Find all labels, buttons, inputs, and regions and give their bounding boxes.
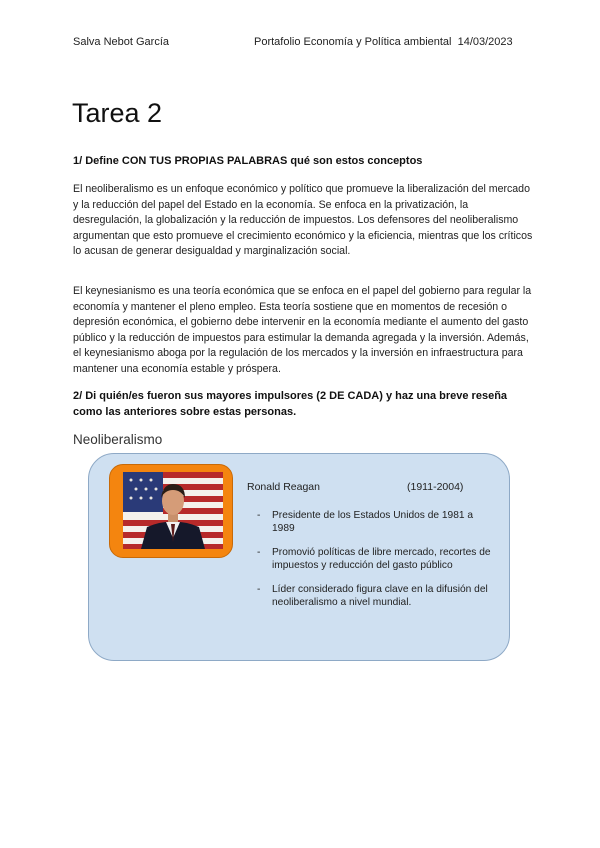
list-item-text: Promovió políticas de libre mercado, recortes de impuestos y reducción del gasto público: [272, 547, 491, 571]
page-title: Tarea 2: [72, 98, 163, 128]
portrait-illustration: [123, 472, 223, 549]
list-item: [257, 583, 492, 609]
section-label-neoliberalism: Neoliberalismo: [73, 432, 163, 447]
achievements-list: [257, 509, 492, 620]
person-name: Ronald Reagan: [247, 481, 320, 493]
question-2: 2/ Di quién/es fueron sus mayores impulsores (2 DE CADA) y haz una breve reseña como las anteriores sobre estas personas.: [73, 390, 508, 418]
portrait-photo: [123, 472, 223, 549]
photo-frame: [109, 464, 233, 558]
neoliberalism-paragraph: El neoliberalismo es un enfoque económico y político que promueve la liberalización del mercado y la reducción del papel del Estado en la economía. Se enfoca en la privatización, la desregulación, la globalización y la reducción de impuestos. Los defensores del neoliberalismo argumentan que esto promueve el crecimiento económico y la eficiencia, mientras que los críticos lo acusan de generar desigualdad y marginalización social.: [73, 183, 533, 257]
list-item: [257, 509, 492, 535]
bullet-marker: -: [257, 584, 261, 595]
keynesianism-paragraph: El keynesianismo es una teoría económica que se enfoca en el papel del gobierno para regular la economía y mantener el pleno empleo. Esta teoría sostiene que en momentos de recesión o depresión económica, el gobierno debe intervenir en la economía mediante el aumento del gasto público y la reducción de impuestos para estimular la demanda agregada y la inversión. Además, el keynesianismo aboga por la regulación de los mercados y la inversión en infraestructura para mantener una economía estable y próspera.: [73, 285, 532, 375]
author-name: Salva Nebot García: [73, 36, 169, 48]
list-item-text: Líder considerado figura clave en la difusión del neoliberalismo a nivel mundial.: [272, 584, 488, 608]
person-years: (1911-2004): [407, 481, 464, 493]
bullet-marker: -: [257, 547, 261, 558]
list-item-text: Presidente de los Estados Unidos de 1981 a 1989: [272, 510, 474, 534]
page-header: [73, 36, 527, 50]
question-1: 1/ Define CON TUS PROPIAS PALABRAS qué son estos conceptos: [73, 155, 423, 167]
course-and-date: Portafolio Economía y Política ambiental 14/03/2023: [254, 36, 513, 48]
bullet-marker: -: [257, 510, 261, 521]
profile-card: [88, 453, 510, 661]
list-item: [257, 546, 492, 572]
